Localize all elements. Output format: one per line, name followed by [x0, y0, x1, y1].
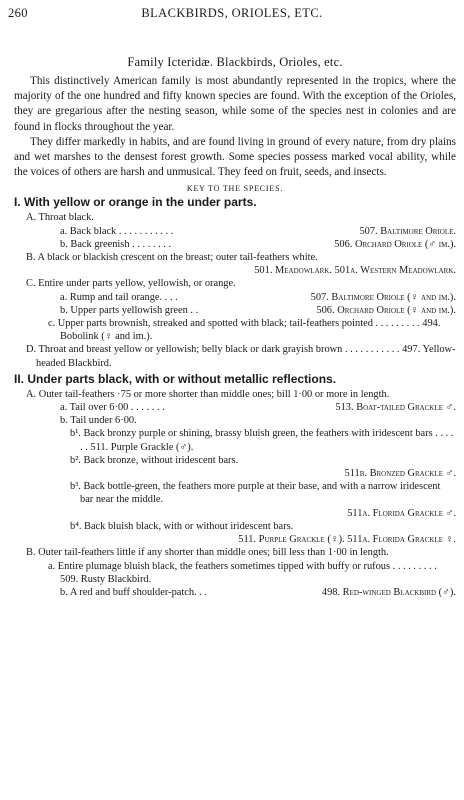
key-line: c. Upper parts brownish, streaked and spotted with black; tail-feathers pointed . . . . . . . . . 494. Bobolink (♀ and im.).	[48, 318, 441, 343]
key-line	[14, 238, 456, 251]
key-line	[14, 225, 456, 238]
species-name: 501. Meadowlark. 501a. Western Meadowlark.	[254, 265, 456, 277]
key-line	[14, 291, 456, 304]
species-name: 507. Baltimore Oriole (♀ and im.).	[310, 291, 456, 303]
key-line: b³. Back bottle-green, the feathers more purple at their base, and with a narrow iridescent bar near the middle.	[70, 481, 441, 506]
page-body	[14, 55, 456, 599]
key-line: b². Back bronze, without iridescent bars.	[70, 454, 239, 466]
key-line: b⁴. Back bluish black, with or without iridescent bars.	[70, 520, 294, 532]
intro-paragraph-1: This distinctively American family is most abundantly represented in the tropics, where the majority of the one hundred and fifty known species are found. With the exception of the Orioles, they are gregarious after the nesting season, while some of the species nest in colonies and are found in flocks throughout the year.	[14, 75, 456, 133]
key-title: KEY TO THE SPECIES.	[186, 184, 284, 194]
key-line-text: a. Rump and tail orange. . . .	[60, 291, 178, 303]
key-line-text: b. Back greenish . . . . . . . .	[60, 238, 172, 250]
key-line: b. Tail under 6·00.	[60, 415, 137, 427]
key-line: b¹. Back bronzy purple or shining, brassy bluish green, the feathers with iridescent bars . . . . . . 511. Purple Grackle (♂).	[70, 428, 454, 453]
key-line: C. Entire under parts yellow, yellowish, or orange.	[26, 278, 236, 290]
key-line: A. Throat black.	[26, 212, 94, 224]
intro-paragraph-2: They differ markedly in habits, and are found living in ground of every nature, from dry plains and wet marshes to the densest forest growth. Some species possess marked vocal ability, while the voices of others are harsh and unmusical. They feed on fruit, seeds, and insects.	[14, 135, 456, 179]
family-title: Family Icteridæ. Blackbirds, Orioles, etc.	[127, 55, 343, 69]
key-line: A. Outer tail-feathers ·75 or more shorter than middle ones; bill 1·00 or more in length.	[26, 388, 390, 400]
running-title: BLACKBIRDS, ORIOLES, ETC.	[141, 6, 323, 20]
species-name: 511a. Florida Grackle ♂.	[347, 507, 456, 519]
section-heading-2: II. Under parts black, with or without metallic reflections.	[14, 371, 337, 386]
section-heading-1: I. With yellow or orange in the under parts.	[14, 195, 257, 210]
key-line	[14, 586, 456, 599]
key-line	[14, 401, 456, 414]
key-line-text: b. A red and buff shoulder-patch. . .	[60, 586, 208, 598]
key-line: B. A black or blackish crescent on the breast; outer tail-feathers white.	[26, 252, 318, 264]
species-name: 511b. Bronzed Grackle ♂.	[344, 468, 456, 480]
key-line	[14, 304, 456, 317]
species-name: 506. Orchard Oriole (♂ im.).	[334, 238, 456, 250]
key-line: B. Outer tail-feathers little if any shorter than middle ones; bill less than 1·00 in length.	[26, 547, 389, 559]
page-number: 260	[8, 6, 28, 20]
key-line: D. Throat and breast yellow or yellowish; belly black or dark grayish brown . . . . . . . . . . . 497. Yellow-headed Blackbird.	[26, 344, 456, 369]
key-line: a. Entire plumage bluish black, the feathers sometimes tipped with buffy or rufous . . . . . . . . . 509. Rusty Blackbird.	[48, 560, 437, 585]
key-line-text: a. Back black . . . . . . . . . . .	[60, 225, 174, 237]
key-line-text: b. Upper parts yellowish green . .	[60, 304, 199, 316]
species-name: 507. Baltimore Oriole.	[359, 225, 456, 237]
species-name: 513. Boat-tailed Grackle ♂.	[335, 402, 456, 414]
key-line-text: a. Tail over 6·00 . . . . . . .	[60, 402, 165, 414]
species-name: 506. Orchard Oriole (♀ and im.).	[316, 304, 456, 316]
running-head	[8, 6, 456, 24]
species-name: 511. Purple Grackle (♀). 511a. Florida Grackle ♀.	[238, 534, 456, 546]
species-name: 498. Red-winged Blackbird (♂).	[321, 586, 456, 598]
